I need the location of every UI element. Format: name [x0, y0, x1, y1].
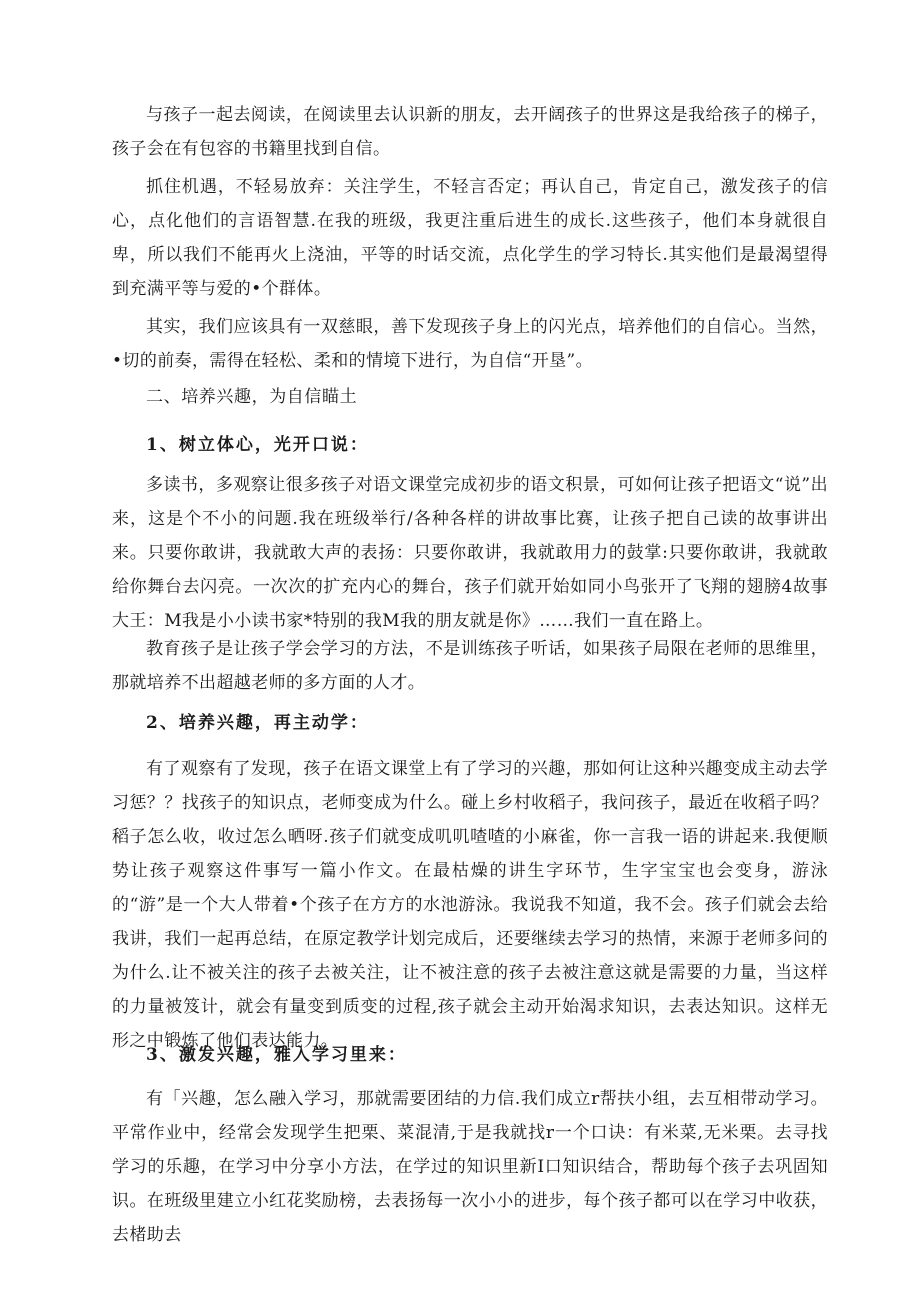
- paragraph-reading: 与孩子一起去阅读，在阅读里去认识新的朋友，去开阔孩子的世界这是我给孩子的梯子，孩子会在有包容的书籍里找到自信。: [112, 105, 828, 159]
- section-heading-2: 二、培养兴趣，为自信瞄土: [146, 387, 358, 407]
- paragraph-education: 教育孩子是让孩子学会学习的方法，不是训练孩子听话，如果孩子局限在老师的思维里，那就培养不出超越老师的多方面的人才。: [112, 639, 828, 693]
- paragraph-reading-more: 多读书，多观察让很多孩子对语文课堂完成初步的语文积景，可如何让孩子把语文“说”出来，这是个不小的问题.我在班级举行/各种各样的讲故事比赛，让孩子把自己读的故事讲出来。只要你敢讲，我就敢大声的表扬：只要你敢讲，我就敢用力的鼓掌:只要你敢讲，我就敢给你舞台去闪亮。一次次的扩充内心的舞台，孩子们就开始如同小鸟张开了飞翔的翅膀4故事大王：M我是小小读书家*特别的我M我的朋友就是你》……我们一直在路上。: [112, 475, 828, 631]
- subheading-3: 3、激发兴趣，雅入学习里来：: [146, 1045, 407, 1065]
- paragraph-kind-eyes: 其实，我们应该具有一双慈眼，善下发现孩子身上的闪光点，培养他们的自信心。当然，•切的前奏，需得在轻松、柔和的情境下进行，为自信“开垦”。: [112, 317, 828, 371]
- paragraph-help-groups: 有「兴趣，怎么融入学习，那就需要团结的力信.我们成立r帮扶小组，去互相带动学习。平常作业中，经常会发现学生把栗、菜混清,于是我就找r一个口诀：有米菜,无米栗。去寻找学习的乐趣，在学习中分享小方法，在学过的知识里新I口知识结合，帮助每个孩子去巩固知识。在班级里建立小红花奖励榜，去表扬每一次小小的进步，每个孩子都可以在学习中收获，去楮助去: [112, 1089, 828, 1245]
- paragraph-opportunity: 抓住机遇，不轻易放弃：关注学生，不轻言否定；再认自己，肯定自己，激发孩子的信心，点化他们的言语智慧.在我的班级，我更注重后进生的成长.这些孩子，他们本身就很自卑，所以我们不能再火上浇油，平等的时话交流，点化学生的学习特长.其实他们是最渴望得到充满平等与爱的•个群体。: [112, 177, 828, 299]
- subheading-1: 1、树立体心，光开口说：: [146, 435, 369, 455]
- paragraph-interest: 有了观察有了发现，孩子在语文课堂上有了学习的兴趣，那如何让这种兴趣变成主动去学习惩？？找孩子的知识点，老师变成为什么。碰上乡村收稻子，我问孩子，最近在收稻子吗？稻子怎么收，收过怎么晒呀.孩子们就变成叽叽喳喳的小麻雀，你一言我一语的讲起来.我便顺势让孩子观察这件事写一篇小作文。在最枯燥的讲生字环节，生字宝宝也会变身，游泳的“游”是一个大人带着•个孩子在方方的水池游泳。我说我不知道，我不会。孩子们就会去给我讲，我们一起再总结，在原定教学计划完成后，还要继续去学习的热情，来源于老师多问的为什么.让不被关注的孩子去被关注，让不被注意的孩子去被注意这就是需要的力量，当这样的力量被笈计，就会有量变到质变的过程,孩子就会主动开始渴求知识，去表达知识。这样无形之中锻炼了他们表达能力。: [112, 759, 828, 1051]
- subheading-2: 2、培养兴趣，再主动学：: [146, 713, 369, 733]
